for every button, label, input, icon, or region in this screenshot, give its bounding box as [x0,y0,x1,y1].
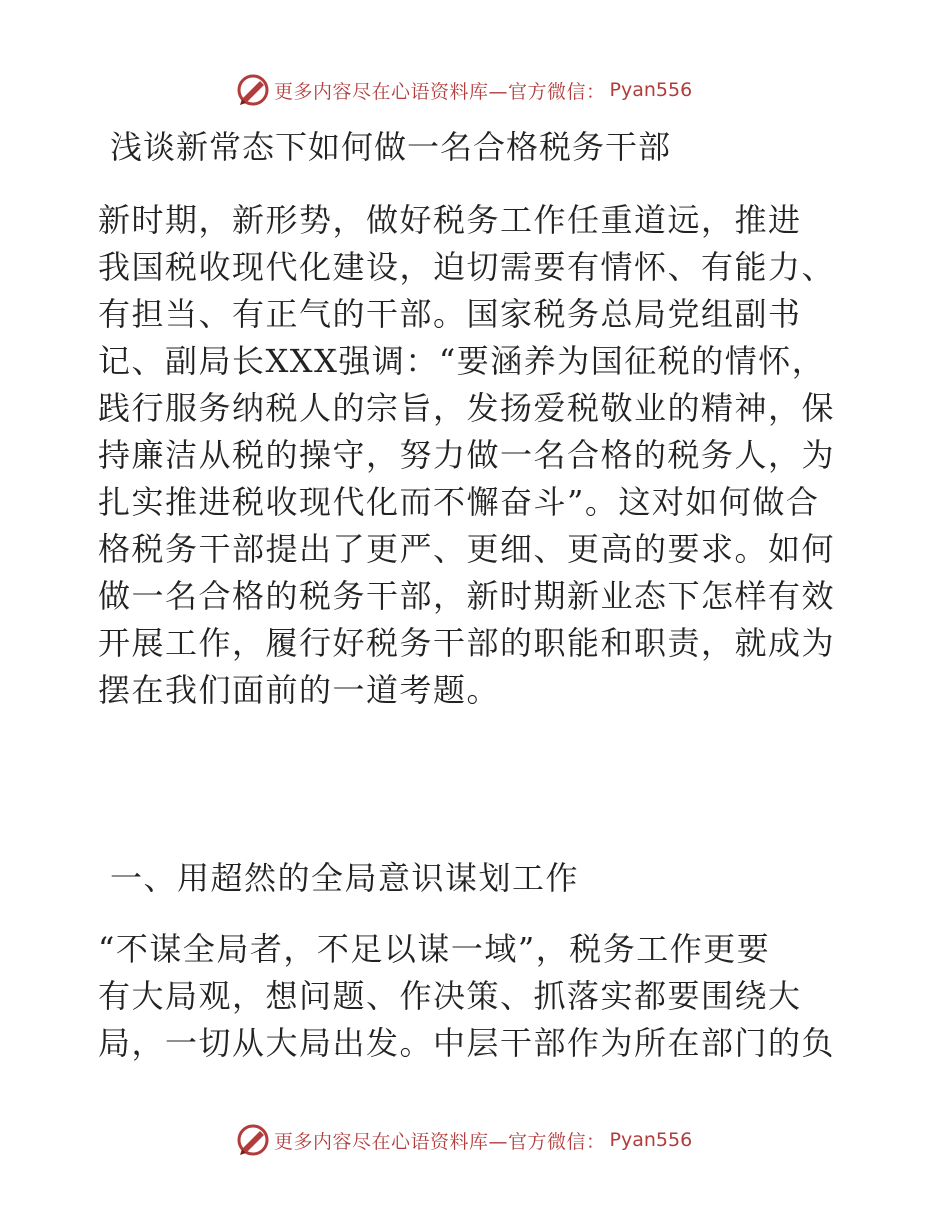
watermark-text: 更多内容尽在心语资料库—官方微信： [274,80,606,103]
pen-logo-icon [236,1123,270,1157]
text-line: 摆在我们面前的一道考题。 [98,671,501,709]
text-line: 扎实推进税收现代化而不懈奋斗”。这对如何做合 [98,483,820,521]
text-line: 我国税收现代化建设，迫切需要有情怀、有能力、 [98,248,836,286]
text-line: 格税务干部提出了更严、更细、更高的要求。如何 [98,530,836,568]
pen-logo-icon [236,73,270,107]
watermark-brand: Pyan556 [609,1129,693,1151]
text-line: “不谋全局者，不足以谋一域”，税务工作更要 [98,930,771,968]
watermark-text: 更多内容尽在心语资料库—官方微信： [274,1130,606,1153]
text-line: 局，一切从大局出发。中层干部作为所在部门的负 [98,1024,836,1062]
text-line: 做一名合格的税务干部，新时期新业态下怎样有效 [98,577,836,615]
text-line: 有担当、有正气的干部。国家税务总局党组副书 [98,295,802,333]
text-line: 践行服务纳税人的宗旨，发扬爱税敬业的精神，保 [98,389,836,427]
document-title: 浅谈新常态下如何做一名合格税务干部 [110,128,672,166]
header-watermark [236,72,692,108]
section-heading-1: 一、用超然的全局意识谋划工作 [110,859,580,897]
footer-watermark [236,1122,692,1158]
text-line: 有大局观，想问题、作决策、抓落实都要围绕大 [98,977,802,1015]
text-line: 新时期，新形势，做好税务工作任重道远，推进 [98,201,802,239]
paragraph-intro [98,197,850,714]
text-line: 记、副局长XXX强调：“要涵养为国征税的情怀， [98,342,826,380]
text-line: 开展工作，履行好税务干部的职能和职责，就成为 [98,624,836,662]
paragraph-section-1 [98,926,850,1067]
watermark-brand: Pyan556 [609,79,693,101]
text-line: 持廉洁从税的操守，努力做一名合格的税务人，为 [98,436,836,474]
